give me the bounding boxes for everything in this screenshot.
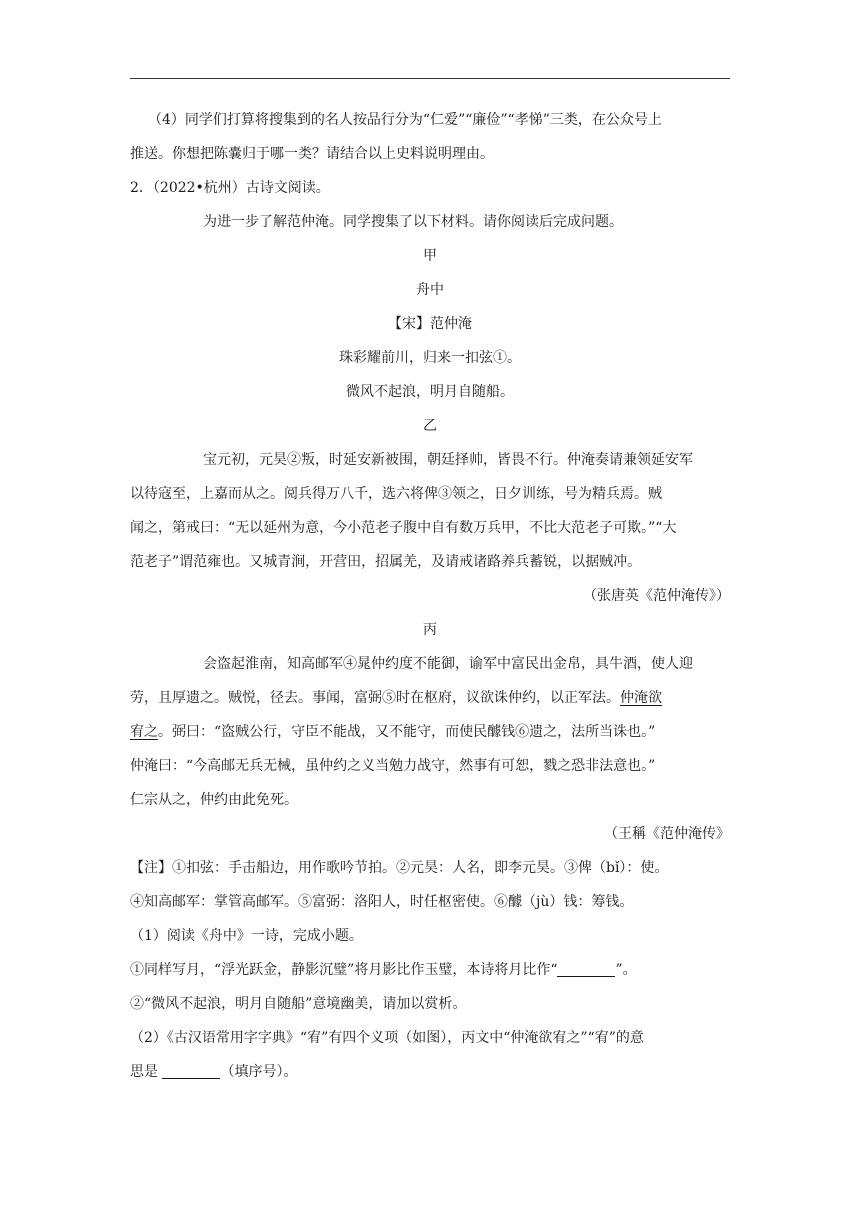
bing-paragraph-line4: 仲淹曰：“今高邮无兵无械，虽仲约之义当勉力战守，然事有可恕，戮之恐非法意也。” bbox=[130, 758, 656, 774]
subquestion-1-1-text: ①同样写月，“浮光跃金，静影沉璧”将月影比作玉璧，本诗将月比作“ bbox=[130, 962, 558, 978]
answer-blank-1[interactable] bbox=[557, 962, 615, 977]
yi-source: （张唐英《范仲淹传》） bbox=[583, 588, 730, 604]
bing-line3-text: 。弼曰：“盗贼公行，守臣不能战，又不能守，而使民醵钱⑥遗之，法所当诛也。” bbox=[158, 724, 656, 740]
section-yi-label: 乙 bbox=[423, 418, 437, 434]
section-jia-label: 甲 bbox=[423, 248, 437, 264]
intro-text: 为进一步了解范仲淹。同学搜集了以下材料。请你阅读后完成问题。 bbox=[203, 214, 623, 230]
bing-paragraph-line2 bbox=[130, 688, 662, 708]
bing-paragraph-line1: 会盗起淮南，知高邮军④晁仲约度不能御，谕军中富民出金帛，具牛酒，使人迎 bbox=[203, 656, 693, 672]
subquestion-2-line2 bbox=[130, 1062, 297, 1082]
answer-blank-2[interactable] bbox=[162, 1064, 220, 1079]
yi-paragraph-line2: 以待寇至，上嘉而从之。阅兵得万八千，选六将俾③领之，日夕训练，号为精兵焉。贼 bbox=[130, 486, 662, 502]
subquestion-1-1-end: ”。 bbox=[615, 962, 637, 978]
section-bing-label: 丙 bbox=[423, 622, 437, 638]
subquestion-2-text: 思是 bbox=[130, 1064, 158, 1080]
underlined-phrase-part1: 仲淹欲 bbox=[620, 690, 662, 706]
bing-source: （王稱《范仲淹传》 bbox=[604, 826, 730, 842]
subquestion-2-end: （填序号）。 bbox=[220, 1064, 298, 1080]
underlined-phrase-part2: 宥之 bbox=[130, 724, 158, 740]
question-2-heading: 2．（2022•杭州）古诗文阅读。 bbox=[130, 180, 330, 196]
q4-line2: 推送。你想把陈嚢归于哪一类？请结合以上史料说明理由。 bbox=[130, 146, 494, 162]
bing-paragraph-line3 bbox=[130, 722, 655, 742]
bing-paragraph-line5: 仁宗从之，仲约由此免死。 bbox=[130, 792, 298, 808]
header-rule bbox=[130, 78, 730, 79]
notes-line1: 【注】①扣弦：手击船边，用作歌吟节拍。②元昊：人名，即李元昊。③俾（bǐ）：使。 bbox=[130, 860, 669, 876]
poem-title: 舟中 bbox=[416, 282, 444, 298]
poem-line-1: 珠彩耀前川，归来一扣弦①。 bbox=[339, 350, 521, 366]
subquestion-1-1 bbox=[130, 960, 637, 980]
subquestion-1: （1）阅读《舟中》一诗，完成小题。 bbox=[130, 928, 363, 944]
yi-paragraph-line4: 范老子”谓范雍也。又城青涧，开营田，招属羌，及请戒诸路养兵蓄锐，以据贼冲。 bbox=[130, 554, 642, 570]
q4-line1: （4）同学们打算将搜集到的名人按品行分为“仁爱”“廉俭”“孝悌”三类，在公众号上 bbox=[148, 112, 662, 128]
subquestion-1-2: ②“微风不起浪，明月自随船”意境幽美，请加以赏析。 bbox=[130, 996, 467, 1012]
notes-line2: ④知高邮军：掌管高邮军。⑤富弼：洛阳人，时任枢密使。⑥醵（jù）钱：筹钱。 bbox=[130, 894, 634, 910]
subquestion-2-line1: （2）《古汉语常用字字典》“宥”有四个义项（如图），丙文中“仲淹欲宥之”“宥”的意 bbox=[130, 1030, 644, 1046]
poem-line-2: 微风不起浪，明月自随船。 bbox=[346, 384, 514, 400]
poem-author: 【宋】范仲淹 bbox=[388, 316, 472, 332]
yi-paragraph-line1: 宝元初，元昊②叛，时延安新被围，朝廷择帅，皆畏不行。仲淹奏请兼领延安军 bbox=[203, 452, 693, 468]
bing-line2-text: 劳，且厚遗之。贼悦，径去。事闻，富弼⑤时在枢府，议欲诛仲约，以正军法。 bbox=[130, 690, 620, 706]
yi-paragraph-line3: 闻之，第戒曰：“无以延州为意，今小范老子腹中自有数万兵甲，不比大范老子可欺。”“大 bbox=[130, 520, 677, 536]
